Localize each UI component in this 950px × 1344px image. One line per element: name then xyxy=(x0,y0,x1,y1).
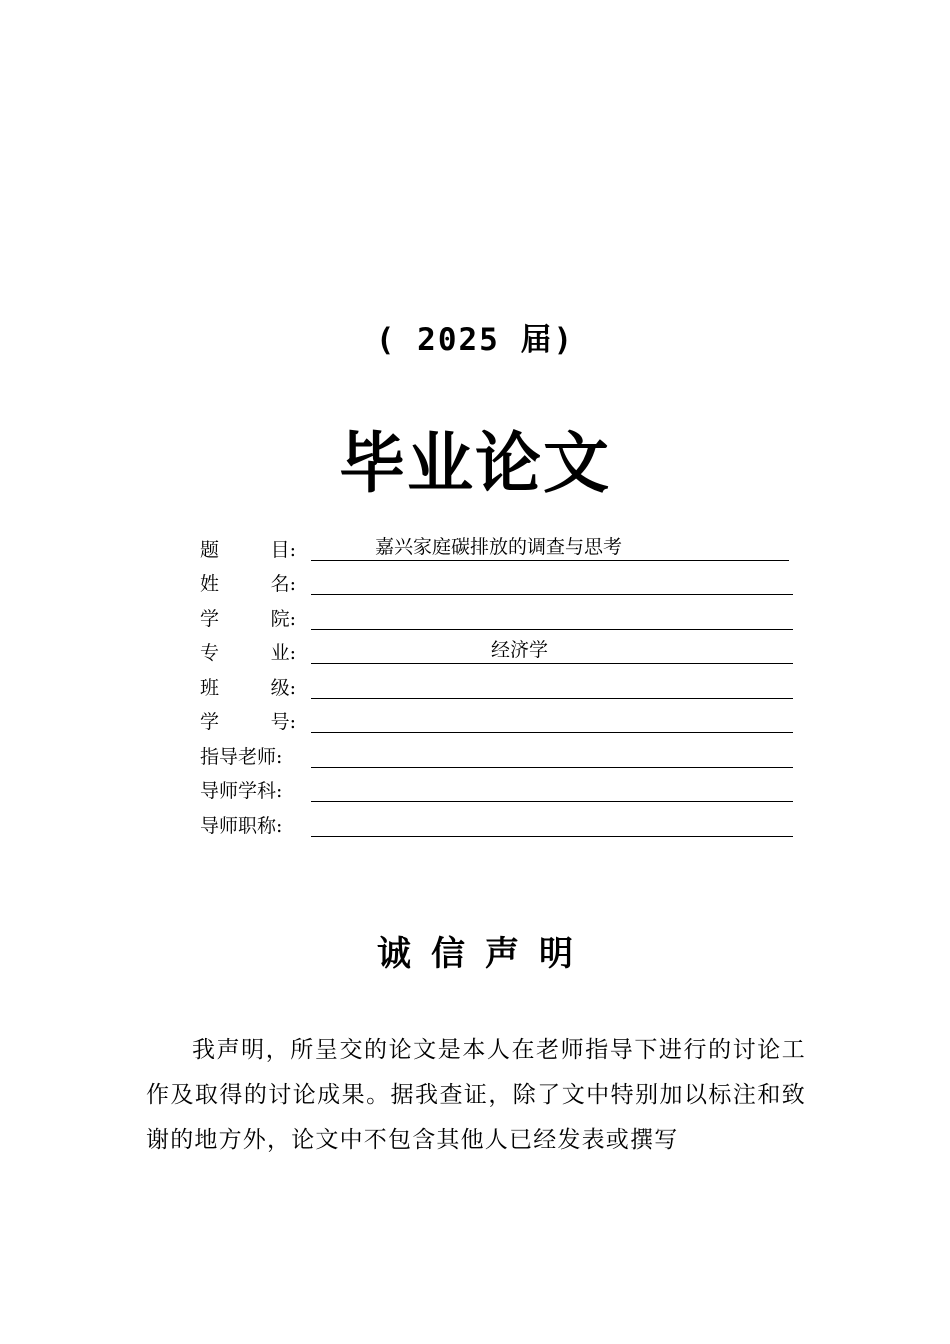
honesty-statement-body: 我声明，所呈交的论文是本人在老师指导下进行的讨论工作及取得的讨论成果。据我查证，除了文中特别加以标注和致谢的地方外，论文中不包含其他人已经发表或撰写 xyxy=(146,1037,806,1153)
info-field-student-id[interactable] xyxy=(311,706,793,733)
info-field-advisor[interactable] xyxy=(311,741,793,768)
info-row-advisor-rank xyxy=(200,804,795,839)
info-field-class[interactable] xyxy=(311,672,793,699)
info-row-college xyxy=(200,597,795,632)
info-row-topic xyxy=(200,528,795,563)
info-row-student-id xyxy=(200,701,795,736)
info-label-advisor-rank: 导师职称: xyxy=(200,814,283,837)
thesis-info-form xyxy=(200,528,795,839)
info-label-class: 班 级: xyxy=(200,676,296,699)
graduation-year: ( 2025 届) xyxy=(375,322,575,358)
info-row-name xyxy=(200,563,795,598)
info-field-advisor-rank[interactable] xyxy=(311,810,793,837)
info-label-college: 学 院: xyxy=(200,607,296,630)
info-label-name: 姓 名: xyxy=(200,573,296,595)
info-row-advisor xyxy=(200,735,795,770)
info-row-class xyxy=(200,666,795,701)
info-label-topic: 题 目: xyxy=(200,538,296,561)
info-label-student-id: 学 号: xyxy=(200,711,296,733)
info-row-major xyxy=(200,632,795,667)
info-field-topic[interactable]: 嘉兴家庭碳排放的调查与思考 xyxy=(311,534,789,561)
info-field-name[interactable] xyxy=(311,568,793,595)
info-label-advisor-discipline: 导师学科: xyxy=(200,780,283,802)
thesis-title-heading: 毕业论文 xyxy=(339,424,611,502)
info-field-advisor-discipline[interactable] xyxy=(311,775,793,802)
info-row-advisor-discipline xyxy=(200,770,795,805)
info-field-major[interactable]: 经济学 xyxy=(311,637,793,664)
info-field-college[interactable] xyxy=(311,603,793,630)
honesty-statement-title: 诚信声明 xyxy=(377,934,593,974)
info-label-major: 专 业: xyxy=(200,642,296,664)
info-label-advisor: 指导老师: xyxy=(200,745,283,768)
